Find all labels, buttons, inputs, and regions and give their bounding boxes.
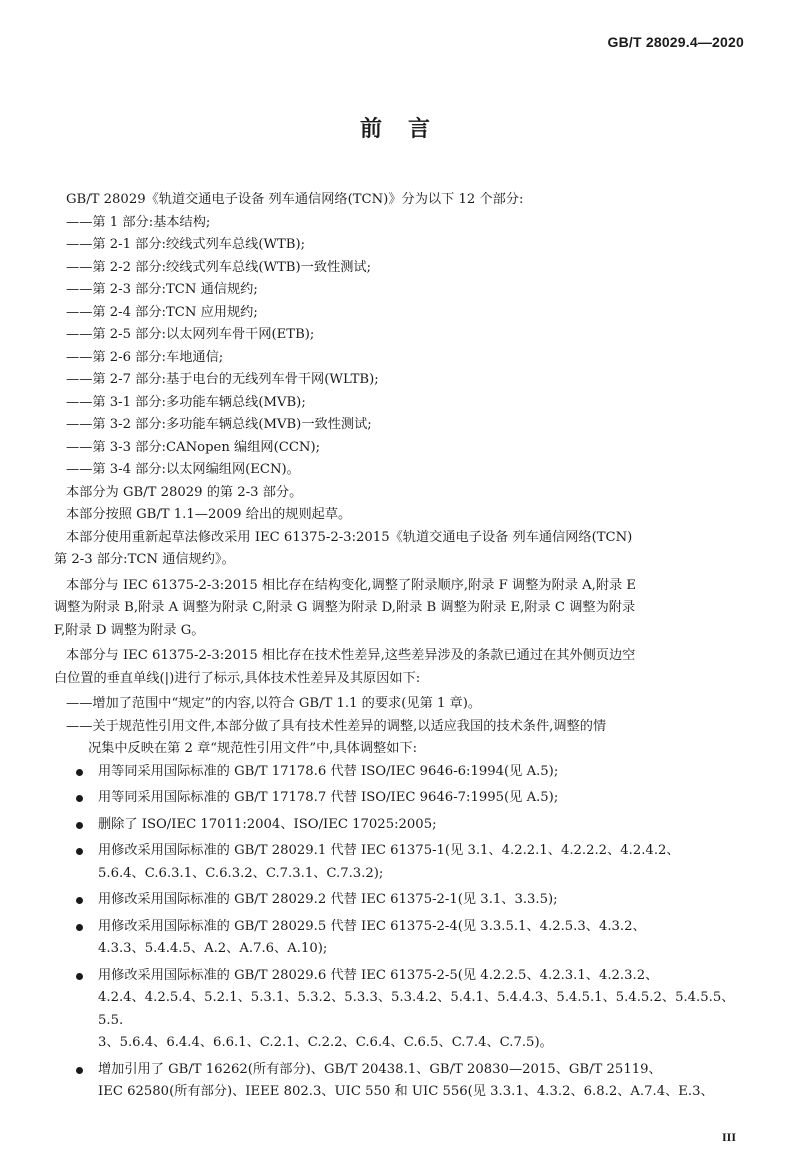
paragraph-technical-differences [54,645,746,690]
paragraph-structural-changes [54,575,746,643]
difference-normative-references [66,716,746,761]
part-list-item: ——第 1 部分:基本结构; [66,214,211,230]
paragraph-part-scope: 本部分为 GB/T 28029 的第 2-3 部分。 [66,484,303,500]
paragraph-line: 第 2-3 部分:TCN 通信规约》。 [54,552,235,567]
paragraph-adoption [54,527,746,572]
paragraph-line: 况集中反映在第 2 章“规范性引用文件”中,具体调整如下: [88,741,418,756]
bullet-item [66,761,746,784]
bullet-dot-icon [76,795,83,802]
bullet-item [66,840,746,885]
bullet-dot-icon [76,848,83,855]
bullet-line: 删除了 ISO/IEC 17011:2004、ISO/IEC 17025:2005; [98,816,437,832]
bullet-line: 用修改采用国际标准的 GB/T 28029.5 代替 IEC 61375-2-4(见 3.3.5.1、4.2.5.3、4.3.2、 [98,918,646,934]
part-list-item: ——第 3-2 部分:多功能车辆总线(MVB)一致性测试; [66,417,372,432]
bullet-line: 增加引用了 GB/T 16262(所有部分)、GB/T 20438.1、GB/T 20830—2015、GB/T 25119、 [98,1061,662,1077]
bullet-line: 用修改采用国际标准的 GB/T 28029.6 代替 IEC 61375-2-5(见 4.2.2.5、4.2.3.1、4.2.3.2、 [98,967,659,983]
part-list-item: ——第 2-6 部分:车地通信; [66,349,224,365]
bullet-item [66,787,746,810]
part-list-item: ——第 2-1 部分:绞线式列车总线(WTB); [66,237,306,252]
difference-scope: ——增加了范围中“规定”的内容,以符合 GB/T 1.1 的要求(见第 1 章)。 [66,696,482,711]
document-body [54,189,746,1108]
bullet-line: 4.2.4、4.2.5.4、5.2.1、5.3.1、5.3.2、5.3.3、5.3.4.2、5.4.1、5.4.4.3、5.4.5.1、5.4.5.2、5.4.5.5、5.5. [98,990,735,1028]
bullet-line: 3、5.6.4、6.4.4、6.6.1、C.2.1、C.2.2、C.6.4、C.6.5、C.7.4、C.7.5)。 [98,1035,553,1050]
adjustment-bullet-list [66,761,746,1104]
standard-code: GB/T 28029.4—2020 [607,34,744,50]
bullet-line: 4.3.3、5.4.4.5、A.2、A.7.6、A.10); [98,941,328,956]
bullet-line: 用等同采用国际标准的 GB/T 17178.6 代替 ISO/IEC 9646-6:1994(见 A.5); [98,763,559,779]
paragraph-line: ——关于规范性引用文件,本部分做了具有技术性差异的调整,以适应我国的技术条件,调整的情 [66,718,607,734]
page-number: III [721,1130,736,1144]
part-list-item: ——第 3-1 部分:多功能车辆总线(MVB); [66,394,306,410]
bullet-dot-icon [76,1067,83,1074]
part-list-item: ——第 2-7 部分:基于电台的无线列车骨干网(WLTB); [66,372,379,387]
bullet-item [66,889,746,912]
bullet-line: 用修改采用国际标准的 GB/T 28029.1 代替 IEC 61375-1(见 3.1、4.2.2.1、4.2.2.2、4.2.4.2、 [98,843,680,858]
bullet-line: 5.6.4、C.6.3.1、C.6.3.2、C.7.3.1、C.7.3.2); [98,865,384,881]
page-title: 前言 [359,117,456,142]
bullet-dot-icon [76,822,83,829]
paragraph-line: 本部分与 IEC 61375-2-3:2015 相比存在技术性差异,这些差异涉及的条款已通过在其外侧页边空 [66,648,636,663]
bullet-dot-icon [76,973,83,980]
bullet-line: 用等同采用国际标准的 GB/T 17178.7 代替 ISO/IEC 9646-7:1995(见 A.5); [98,790,559,805]
bullet-dot-icon [76,924,83,931]
part-list-item: ——第 2-4 部分:TCN 应用规约; [66,304,258,320]
part-list-item: ——第 3-3 部分:CANopen 编组网(CCN); [66,439,321,455]
bullet-line: 用修改采用国际标准的 GB/T 28029.2 代替 IEC 61375-2-1(见 3.1、3.3.5); [98,892,558,907]
paragraph-line: 本部分使用重新起草法修改采用 IEC 61375-2-3:2015《轨道交通电子设备 列车通信网络(TCN) [66,529,633,545]
bullet-item [66,1059,746,1104]
bullet-item [66,965,746,1055]
part-list-item: ——第 2-2 部分:绞线式列车总线(WTB)一致性测试; [66,259,372,275]
parts-list [66,212,746,482]
paragraph-line: 白位置的垂直单线(|)进行了标示,具体技术性差异及其原因如下: [54,670,421,686]
part-list-item: ——第 3-4 部分:以太网编组网(ECN)。 [66,462,300,477]
paragraph-line: 调整为附录 B,附录 A 调整为附录 C,附录 G 调整为附录 D,附录 B 调整为附录 E,附录 C 调整为附录 [54,600,636,615]
bullet-item [66,916,746,961]
bullet-dot-icon [76,769,83,776]
part-list-item: ——第 2-3 部分:TCN 通信规约; [66,282,258,297]
bullet-item [66,814,746,837]
bullet-dot-icon [76,897,83,904]
part-list-item: ——第 2-5 部分:以太网列车骨干网(ETB); [66,327,315,342]
paragraph-line: 本部分与 IEC 61375-2-3:2015 相比存在结构变化,调整了附录顺序,附录 F 调整为附录 A,附录 E [66,577,637,593]
bullet-line: IEC 62580(所有部分)、IEEE 802.3、UIC 550 和 UIC 556(见 3.3.1、4.3.2、6.8.2、A.7.4、E.3、 [98,1084,714,1099]
paragraph-line: F,附录 D 调整为附录 G。 [54,622,205,638]
paragraph-drafting-rules: 本部分按照 GB/T 1.1—2009 给出的规则起草。 [66,507,352,522]
intro-paragraph: GB/T 28029《轨道交通电子设备 列车通信网络(TCN)》分为以下 12 个部分: [66,192,524,207]
